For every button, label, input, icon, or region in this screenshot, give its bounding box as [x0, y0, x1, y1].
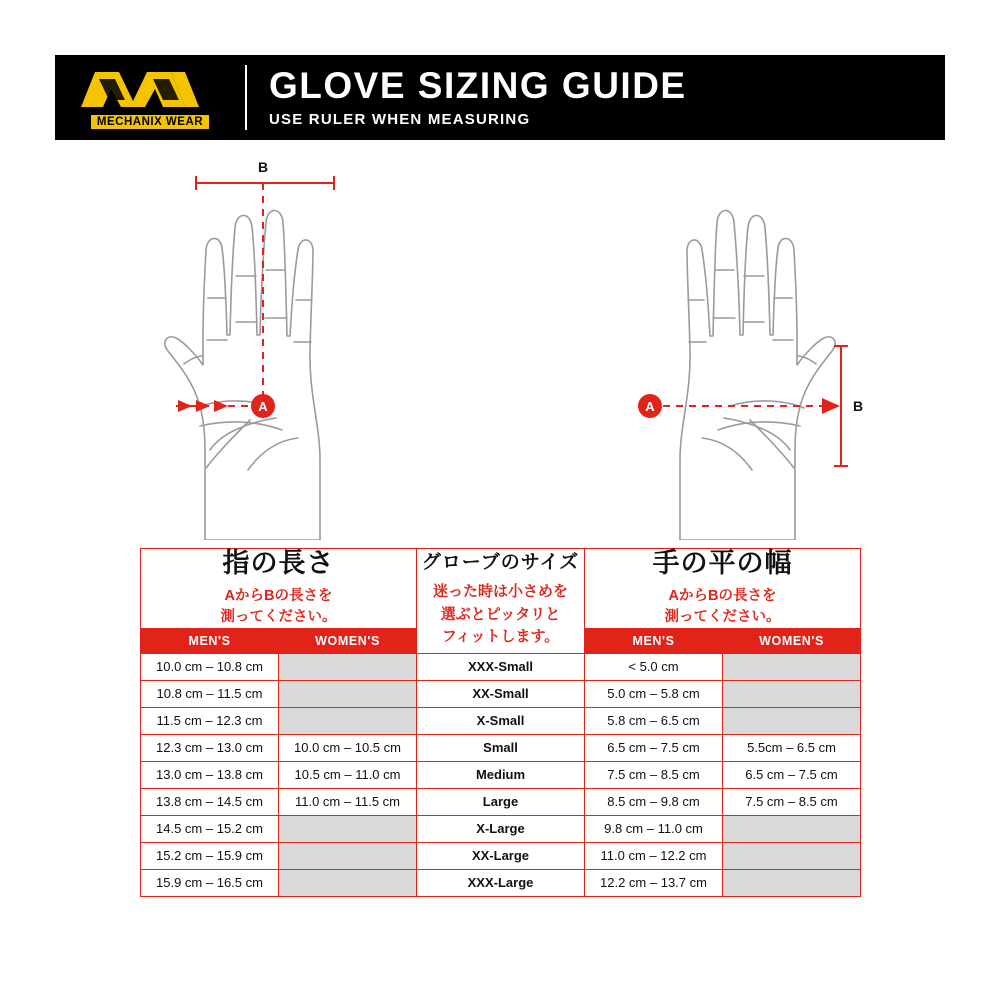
palm-width-title-cell	[585, 549, 861, 629]
cell-size: XXX-Small	[417, 653, 585, 680]
palm-width-note-line1: AからBの長さを	[668, 587, 777, 604]
table-row	[141, 869, 861, 896]
cell-finger-womens	[279, 707, 417, 734]
sizing-table	[140, 548, 861, 897]
cell-finger-mens: 11.5 cm – 12.3 cm	[141, 707, 279, 734]
cell-finger-womens: 10.0 cm – 10.5 cm	[279, 734, 417, 761]
cell-palm-mens: 5.8 cm – 6.5 cm	[585, 707, 723, 734]
glove-size-note-line1: 迷った時は小さめを	[432, 583, 568, 601]
table-title-row	[141, 549, 861, 629]
svg-text:B: B	[852, 398, 864, 414]
cell-finger-mens: 10.8 cm – 11.5 cm	[141, 680, 279, 707]
glove-size-note-line2: 選ぶとピッタリと	[440, 605, 561, 623]
svg-text:A: A	[258, 399, 268, 414]
cell-finger-womens	[279, 869, 417, 896]
cell-finger-mens: 14.5 cm – 15.2 cm	[141, 815, 279, 842]
cell-palm-womens: 7.5 cm – 8.5 cm	[723, 788, 861, 815]
mechanix-m-icon	[75, 67, 225, 113]
glove-size-title-cell	[417, 549, 585, 654]
cell-finger-womens	[279, 653, 417, 680]
page-title: GLOVE SIZING GUIDE	[269, 64, 687, 106]
cell-palm-mens: 12.2 cm – 13.7 cm	[585, 869, 723, 896]
cell-finger-womens	[279, 842, 417, 869]
finger-length-note	[141, 586, 416, 628]
cell-size: XX-Large	[417, 842, 585, 869]
finger-length-title-cell	[141, 549, 417, 629]
cell-palm-womens	[723, 680, 861, 707]
page-subtitle: USE RULER WHEN MEASURING	[269, 111, 531, 129]
cell-size: XX-Small	[417, 680, 585, 707]
glove-size-title: グローブのサイズ	[421, 552, 580, 574]
cell-finger-mens: 15.2 cm – 15.9 cm	[141, 842, 279, 869]
cell-palm-mens: < 5.0 cm	[585, 653, 723, 680]
cell-finger-mens: 13.8 cm – 14.5 cm	[141, 788, 279, 815]
brand-wordmark: MECHANIX WEAR	[91, 115, 209, 129]
cell-palm-mens: 6.5 cm – 7.5 cm	[585, 734, 723, 761]
cell-palm-womens	[723, 869, 861, 896]
cell-palm-mens: 7.5 cm – 8.5 cm	[585, 761, 723, 788]
svg-text:B: B	[257, 159, 269, 175]
table-row	[141, 653, 861, 680]
palm-width-title: 手の平の幅	[652, 548, 793, 578]
header-finger-mens: MEN'S	[141, 628, 279, 653]
header-text-block	[247, 55, 945, 140]
sizing-table-wrap	[140, 548, 860, 897]
svg-text:A: A	[645, 399, 655, 414]
cell-palm-mens: 11.0 cm – 12.2 cm	[585, 842, 723, 869]
header-palm-mens: MEN'S	[585, 628, 723, 653]
finger-length-note-line1: AからBの長さを	[224, 587, 333, 604]
glove-size-note	[417, 581, 584, 649]
table-row	[141, 842, 861, 869]
cell-palm-womens	[723, 842, 861, 869]
cell-palm-mens: 8.5 cm – 9.8 cm	[585, 788, 723, 815]
cell-finger-womens: 11.0 cm – 11.5 cm	[279, 788, 417, 815]
table-row	[141, 788, 861, 815]
cell-size: Small	[417, 734, 585, 761]
brand-logo	[55, 55, 245, 140]
table-row	[141, 761, 861, 788]
table-row	[141, 815, 861, 842]
header-palm-womens: WOMEN'S	[723, 628, 861, 653]
header-finger-womens: WOMEN'S	[279, 628, 417, 653]
cell-palm-womens	[723, 815, 861, 842]
cell-size: X-Large	[417, 815, 585, 842]
cell-palm-mens: 9.8 cm – 11.0 cm	[585, 815, 723, 842]
cell-finger-womens: 10.5 cm – 11.0 cm	[279, 761, 417, 788]
cell-finger-mens: 13.0 cm – 13.8 cm	[141, 761, 279, 788]
table-row	[141, 707, 861, 734]
cell-size: Large	[417, 788, 585, 815]
finger-length-note-line2: 測ってください。	[220, 608, 337, 625]
cell-palm-womens: 5.5cm – 6.5 cm	[723, 734, 861, 761]
cell-size: XXX-Large	[417, 869, 585, 896]
table-row	[141, 680, 861, 707]
header-banner	[55, 55, 945, 140]
finger-length-title: 指の長さ	[222, 548, 335, 578]
cell-finger-mens: 12.3 cm – 13.0 cm	[141, 734, 279, 761]
cell-palm-womens	[723, 653, 861, 680]
cell-size: Medium	[417, 761, 585, 788]
hand-diagrams	[0, 150, 1000, 540]
cell-finger-womens	[279, 815, 417, 842]
glove-size-note-line3: フィットします。	[441, 628, 560, 646]
cell-size: X-Small	[417, 707, 585, 734]
cell-palm-womens	[723, 707, 861, 734]
cell-palm-womens: 6.5 cm – 7.5 cm	[723, 761, 861, 788]
cell-finger-womens	[279, 680, 417, 707]
cell-finger-mens: 15.9 cm – 16.5 cm	[141, 869, 279, 896]
table-row	[141, 734, 861, 761]
cell-palm-mens: 5.0 cm – 5.8 cm	[585, 680, 723, 707]
cell-finger-mens: 10.0 cm – 10.8 cm	[141, 653, 279, 680]
palm-width-note	[585, 586, 860, 628]
palm-width-note-line2: 測ってください。	[664, 608, 781, 625]
